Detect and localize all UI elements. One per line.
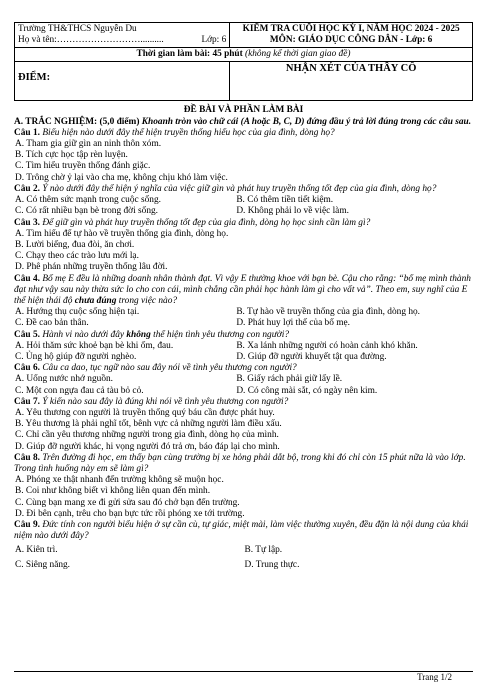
question-number: Câu 4. <box>14 273 40 284</box>
score-box <box>15 62 230 101</box>
question-text: Để giữ gìn và phát huy truyền thống tốt đẹp của gia đình, dòng họ học sinh cần làm gì? <box>42 217 371 228</box>
answer-option[interactable]: D. Phê phán những truyền thống lâu đời. <box>15 262 168 273</box>
question-2 <box>14 184 473 195</box>
question-text-tail: trong việc nào? <box>118 295 178 306</box>
answer-option[interactable]: C. Một con ngựa đau cả tàu bỏ cỏ. <box>15 385 144 396</box>
exam-time-label: Thời gian làm bài: 45 phút <box>136 49 243 60</box>
answer-option[interactable]: C. Chạy theo các trào lưu mới lạ. <box>15 251 139 262</box>
question-number: Câu 3. <box>14 217 40 228</box>
section-a-heading <box>14 117 473 128</box>
exam-section-title: ĐỀ BÀI VÀ PHẦN LÀM BÀI <box>183 105 304 116</box>
question-number: Câu 9. <box>14 519 40 530</box>
question-number: Câu 6. <box>14 363 40 374</box>
answer-option[interactable]: B. Tự hào về truyền thống của gia đình, dòng họ. <box>236 307 421 318</box>
question-9 <box>14 520 473 542</box>
student-info-cell <box>15 23 230 48</box>
question-number: Câu 7. <box>14 396 40 407</box>
score-label: ĐIỂM: <box>18 72 51 84</box>
question-text-tail: thể hiện tình yêu thương con người? <box>153 329 290 340</box>
school-name: Trường TH&THCS Nguyễn Du <box>18 24 137 34</box>
answer-option[interactable]: A. Tìm hiểu để tự hào về truyền thống gia đình, dòng họ. <box>15 228 229 239</box>
question-number: Câu 2. <box>14 183 40 194</box>
answer-option[interactable]: C. Chỉ cần yêu thương những người trong gia đình, dòng họ của mình. <box>15 430 279 441</box>
answer-option[interactable]: D. Trung thực. <box>244 559 300 570</box>
answer-row <box>14 341 473 352</box>
answer-row <box>14 386 473 397</box>
answer-option[interactable]: A. Uống nước nhớ nguồn. <box>15 374 113 385</box>
answer-row <box>14 545 473 556</box>
question-8 <box>14 453 473 475</box>
answer-row <box>14 560 473 571</box>
exam-time <box>15 48 473 62</box>
answer-option[interactable]: C. Đề cao bản thân. <box>15 318 89 329</box>
question-emphasis: chưa đúng <box>74 295 117 306</box>
exam-subject: MÔN: GIÁO DỤC CÔNG DÂN - Lớp: 6 <box>269 35 433 46</box>
exam-title: KIỂM TRA CUỐI HỌC KỲ I, NĂM HỌC 2024 - 2025 <box>242 24 460 34</box>
question-text: Hành vi nào dưới đây <box>42 329 125 340</box>
answer-row <box>14 307 473 318</box>
answer-option[interactable]: D. Giúp đỡ người khác, hi vọng người đó trả ơn, báo đáp lại cho mình. <box>15 441 280 452</box>
question-text: Đức tính con người biểu hiện ở sự cần cù, tự giác, miệt mài, làm việc thường xuyên, đều đặn là nội dung của khái niệm nào dưới đây? <box>14 519 469 542</box>
answer-row <box>14 195 473 206</box>
answer-option[interactable]: D. Đi bên cạnh, trêu cho bạn bực tức rồi phóng xe tới trường. <box>15 508 245 519</box>
answer-option[interactable]: A. Tham gia giữ gìn an ninh thôn xóm. <box>15 139 162 150</box>
answer-option[interactable]: B. Có thêm tiền tiết kiệm. <box>236 195 334 206</box>
answer-option[interactable]: C. Có rất nhiều bạn bè trong đời sống. <box>15 206 159 217</box>
question-5 <box>14 330 473 341</box>
question-text: Ý nào dưới đây thể hiện ý nghĩa của việc giữ gìn và phát huy truyền thống tốt đẹp của gia đình, dòng họ? <box>42 183 437 194</box>
question-text: Biểu hiện nào dưới đây thể hiện truyền thống hiếu học của gia đình, dòng họ? <box>42 127 335 138</box>
question-text: Bố mẹ E đều là những doanh nhân thành đạt. Vì vậy E thường khoe với bạn bè. Cậu cho rằng: “bố mẹ mình thành đạt như vậy sau này thừa sức lo cho con cái, mình chẳng cần phải học hành làm gì cho vất vả”. Theo em, suy nghĩ của E thể hiện thái độ <box>14 273 471 306</box>
answer-option[interactable]: D. Không phải lo về việc làm. <box>236 206 349 217</box>
answer-option[interactable]: B. Lười biếng, đua đòi, ăn chơi. <box>15 239 135 250</box>
answer-option[interactable]: B. Giấy rách phải giữ lấy lề. <box>236 374 343 385</box>
footer-divider <box>14 671 473 672</box>
answer-row <box>14 318 473 329</box>
answer-option[interactable]: C. Tìm hiểu truyền thống đánh giặc. <box>15 161 151 172</box>
exam-time-note: (không kể thời gian giao đề) <box>245 49 351 60</box>
exam-header-table <box>14 22 473 101</box>
answer-row <box>14 352 473 363</box>
answer-option[interactable]: B. Tích cực học tập rèn luyện. <box>15 150 128 161</box>
answer-option[interactable]: A. Yêu thương con người là truyền thống quý báu cần được phát huy. <box>15 407 275 418</box>
answer-option[interactable]: C. Ủng hộ giúp đỡ người nghèo. <box>15 351 137 362</box>
section-a-label: A. TRẮC NGHIỆM: (5,0 điểm) <box>14 116 140 127</box>
answer-option[interactable]: A. Có thêm sức mạnh trong cuộc sống. <box>15 195 161 206</box>
answer-option[interactable]: A. Hướng thụ cuộc sống hiện tại. <box>15 307 140 318</box>
answer-option[interactable]: B. Yêu thương là phải nghĩ tốt, bênh vực cả những người làm điều xấu. <box>15 419 282 430</box>
question-emphasis: không <box>126 329 151 340</box>
answer-row <box>14 206 473 217</box>
answer-option[interactable]: A. Kiên trì. <box>15 545 58 556</box>
teacher-comment-box <box>230 62 473 101</box>
question-number: Câu 5. <box>14 329 40 340</box>
question-7 <box>14 397 473 408</box>
answer-option[interactable]: B. Coi như không biết vì không liên quan đến mình. <box>15 486 211 497</box>
teacher-comment-label: NHẬN XÉT CỦA THẦY CÔ <box>285 63 417 75</box>
question-6 <box>14 363 473 374</box>
answer-row <box>14 374 473 385</box>
question-text: Câu ca dao, tục ngữ nào sau đây nói về tình yêu thương con người? <box>42 363 297 374</box>
section-a-instruction: Khoanh tròn vào chữ cái (A hoặc B, C, D) đứng đầu ý trả lời đúng trong các câu sau. <box>141 116 472 127</box>
answer-option[interactable]: D. Giúp đỡ người khuyết tật qua đường. <box>236 351 387 362</box>
answer-option[interactable]: A. Phóng xe thật nhanh đến trường không sẽ muộn học. <box>15 475 224 486</box>
question-3 <box>14 218 473 229</box>
answer-option[interactable]: D. Có công mài sắt, có ngày nên kim. <box>236 385 378 396</box>
answer-option[interactable]: D. Trông chờ ỷ lại vào cha mẹ, không chịu khó làm việc. <box>15 172 228 183</box>
answer-option[interactable]: A. Hỏi thăm sức khoẻ bạn bè khi ốm, đau. <box>15 340 174 351</box>
answer-option[interactable]: C. Siêng năng. <box>15 559 71 570</box>
answer-option[interactable]: B. Xa lánh những người có hoàn cảnh khó khăn. <box>236 340 418 351</box>
question-text: Ý kiến nào sau đây là đúng khi nói về tình yêu thương con người? <box>42 396 289 407</box>
answer-option[interactable]: D. Phát huy lợi thế của bố mẹ. <box>236 318 350 329</box>
question-text: Trên đường đi học, em thấy bạn cùng trường bị xe hỏng phải dắt bộ, trong khi đó chỉ còn 15 phút nữa là vào lớp. Trong tình huống này em sẽ làm gì? <box>14 452 466 474</box>
class-field: Lớp: 6 <box>201 35 227 46</box>
answer-option[interactable]: C. Cùng bạn mang xe đi gửi sửa sau đó chở bạn đến trường. <box>15 497 240 508</box>
question-number: Câu 1. <box>14 127 40 138</box>
question-1 <box>14 128 473 139</box>
exam-title-cell <box>230 23 473 48</box>
question-number: Câu 8. <box>14 452 40 463</box>
page-number: Trang 1/2 <box>417 672 452 682</box>
student-name-field: Họ và tên:……………………….......... <box>18 35 164 46</box>
question-4 <box>14 274 473 308</box>
answer-option[interactable]: B. Tự lập. <box>244 545 283 556</box>
exam-body <box>14 105 473 570</box>
